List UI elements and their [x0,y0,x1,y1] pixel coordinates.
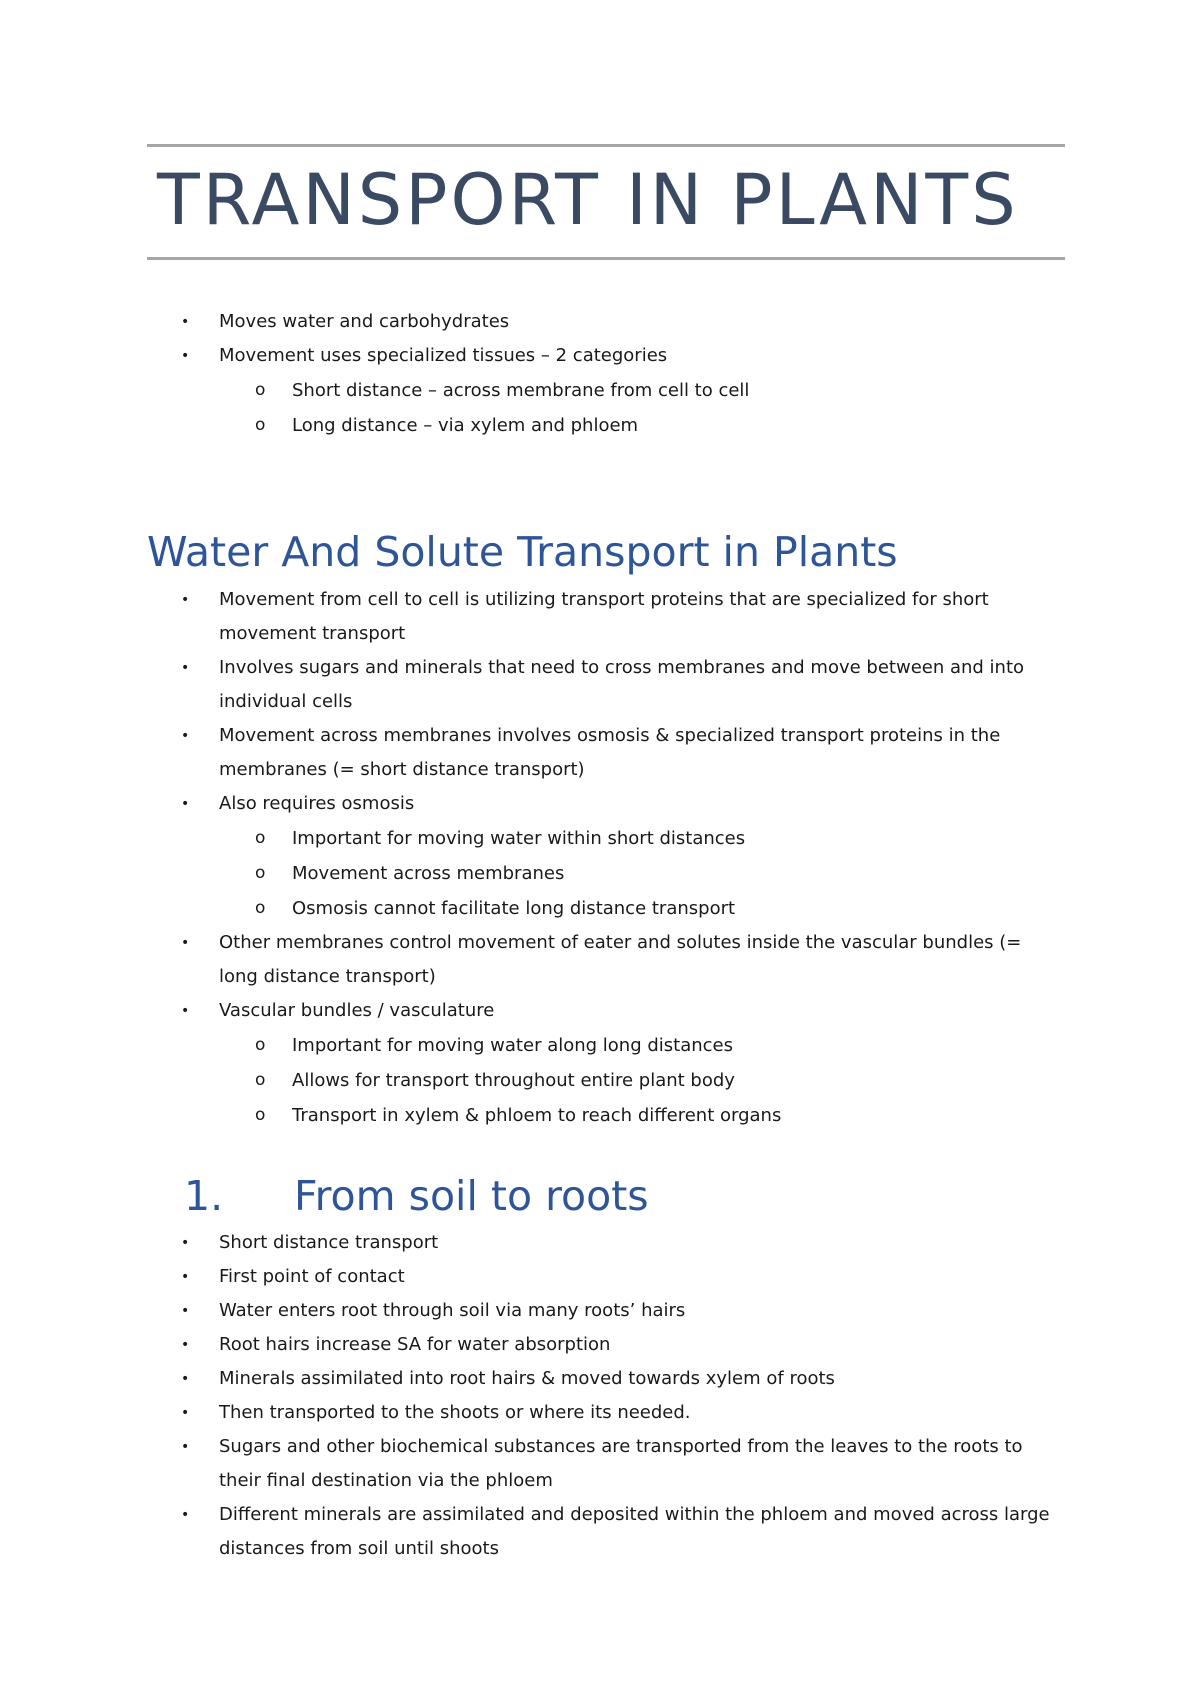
list-item-text: Sugars and other biochemical substances are transported from the leaves to the roots to their final destination via the phloem [219,1436,1023,1491]
bullet-icon: • [181,1337,190,1353]
bullet-icon: • [181,796,190,812]
sub-list-item [147,1028,1065,1063]
section-heading [147,1172,1065,1220]
bullet-icon: • [181,1371,190,1387]
list-item-text: Also requires osmosis [219,793,415,814]
sub-list-item [147,1098,1065,1133]
section-sublist [147,1028,1065,1133]
bullet-icon: • [181,935,190,951]
list-item-text: Water enters root through soil via many roots’ hairs [219,1300,686,1321]
section-water-solute-body [147,583,1065,1133]
sub-list-item-text: Allows for transport throughout entire plant body [292,1070,735,1091]
list-item-text: Involves sugars and minerals that need to cross membranes and move between and into individual cells [219,657,1025,712]
bullet-icon: • [181,348,190,364]
section-number: 1. [184,1172,224,1220]
sub-list-item-text: Long distance – via xylem and phloem [292,415,639,436]
intro-section [147,305,1065,443]
list-item-text: Then transported to the shoots or where its needed. [219,1402,691,1423]
sub-list-item-text: Osmosis cannot facilitate long distance transport [292,898,736,919]
bullet-icon: • [181,660,190,676]
list-item-text: Minerals assimilated into root hairs & moved towards xylem of roots [219,1368,835,1389]
bullet-icon: • [181,728,190,744]
list-item [147,719,1065,787]
section-list [147,1226,1065,1566]
section-soil-to-roots [147,1172,1065,1220]
list-item-text: Movement uses specialized tissues – 2 categories [219,345,668,366]
list-item [147,339,1065,373]
list-item [147,1362,1065,1396]
list-item [147,787,1065,821]
sub-list-item-text: Important for moving water along long distances [292,1035,734,1056]
sub-list-item [147,856,1065,891]
section-list [147,926,1065,1028]
section-sublist [147,821,1065,926]
sub-list-item [147,891,1065,926]
sub-list-item-text: Transport in xylem & phloem to reach different organs [292,1105,782,1126]
list-item [147,1328,1065,1362]
sub-list-item-text: Short distance – across membrane from cell to cell [292,380,750,401]
list-item-text: First point of contact [219,1266,405,1287]
bullet-icon: • [181,1439,190,1455]
list-item [147,1396,1065,1430]
title-bottom-rule [147,257,1065,260]
sub-list-item [147,408,1065,443]
bullet-icon: • [181,1405,190,1421]
sub-bullet-icon: o [255,380,266,400]
list-item-text: Movement from cell to cell is utilizing transport proteins that are specialized for short movement transport [219,589,989,644]
list-item [147,583,1065,651]
bullet-icon: • [181,1235,190,1251]
document-title: TRANSPORT IN PLANTS [157,159,1019,241]
list-item-text: Vascular bundles / vasculature [219,1000,495,1021]
list-item [147,1260,1065,1294]
list-item-text: Movement across membranes involves osmosis & specialized transport proteins in the membranes (= short distance transport) [219,725,1001,780]
section-water-solute [147,528,1065,576]
list-item [147,1226,1065,1260]
list-item [147,305,1065,339]
title-top-rule [147,144,1065,147]
sub-list-item-text: Movement across membranes [292,863,565,884]
bullet-icon: • [181,1303,190,1319]
section-soil-to-roots-body [147,1226,1065,1566]
list-item-text: Short distance transport [219,1232,439,1253]
sub-bullet-icon: o [255,1105,266,1125]
list-item-text: Different minerals are assimilated and deposited within the phloem and moved across large distances from soil until shoots [219,1504,1050,1559]
list-item [147,926,1065,994]
intro-list [147,305,1065,373]
sub-bullet-icon: o [255,1035,266,1055]
bullet-icon: • [181,1507,190,1523]
section-heading: Water And Solute Transport in Plants [147,528,898,576]
sub-list-item-text: Important for moving water within short distances [292,828,746,849]
list-item [147,994,1065,1028]
list-item-text: Moves water and carbohydrates [219,311,510,332]
bullet-icon: • [181,1269,190,1285]
sub-bullet-icon: o [255,863,266,883]
sub-bullet-icon: o [255,898,266,918]
intro-sublist [147,373,1065,443]
section-list [147,583,1065,821]
bullet-icon: • [181,1003,190,1019]
sub-list-item [147,1063,1065,1098]
bullet-icon: • [181,592,190,608]
list-item-text: Other membranes control movement of eater and solutes inside the vascular bundles (= long distance transport) [219,932,1022,987]
sub-list-item [147,373,1065,408]
list-item [147,1430,1065,1498]
sub-list-item [147,821,1065,856]
sub-bullet-icon: o [255,1070,266,1090]
list-item-text: Root hairs increase SA for water absorption [219,1334,611,1355]
list-item [147,1294,1065,1328]
bullet-icon: • [181,314,190,330]
list-item [147,651,1065,719]
list-item [147,1498,1065,1566]
sub-bullet-icon: o [255,828,266,848]
sub-bullet-icon: o [255,415,266,435]
section-heading-text: From soil to roots [294,1172,649,1220]
title-block [147,144,1065,260]
